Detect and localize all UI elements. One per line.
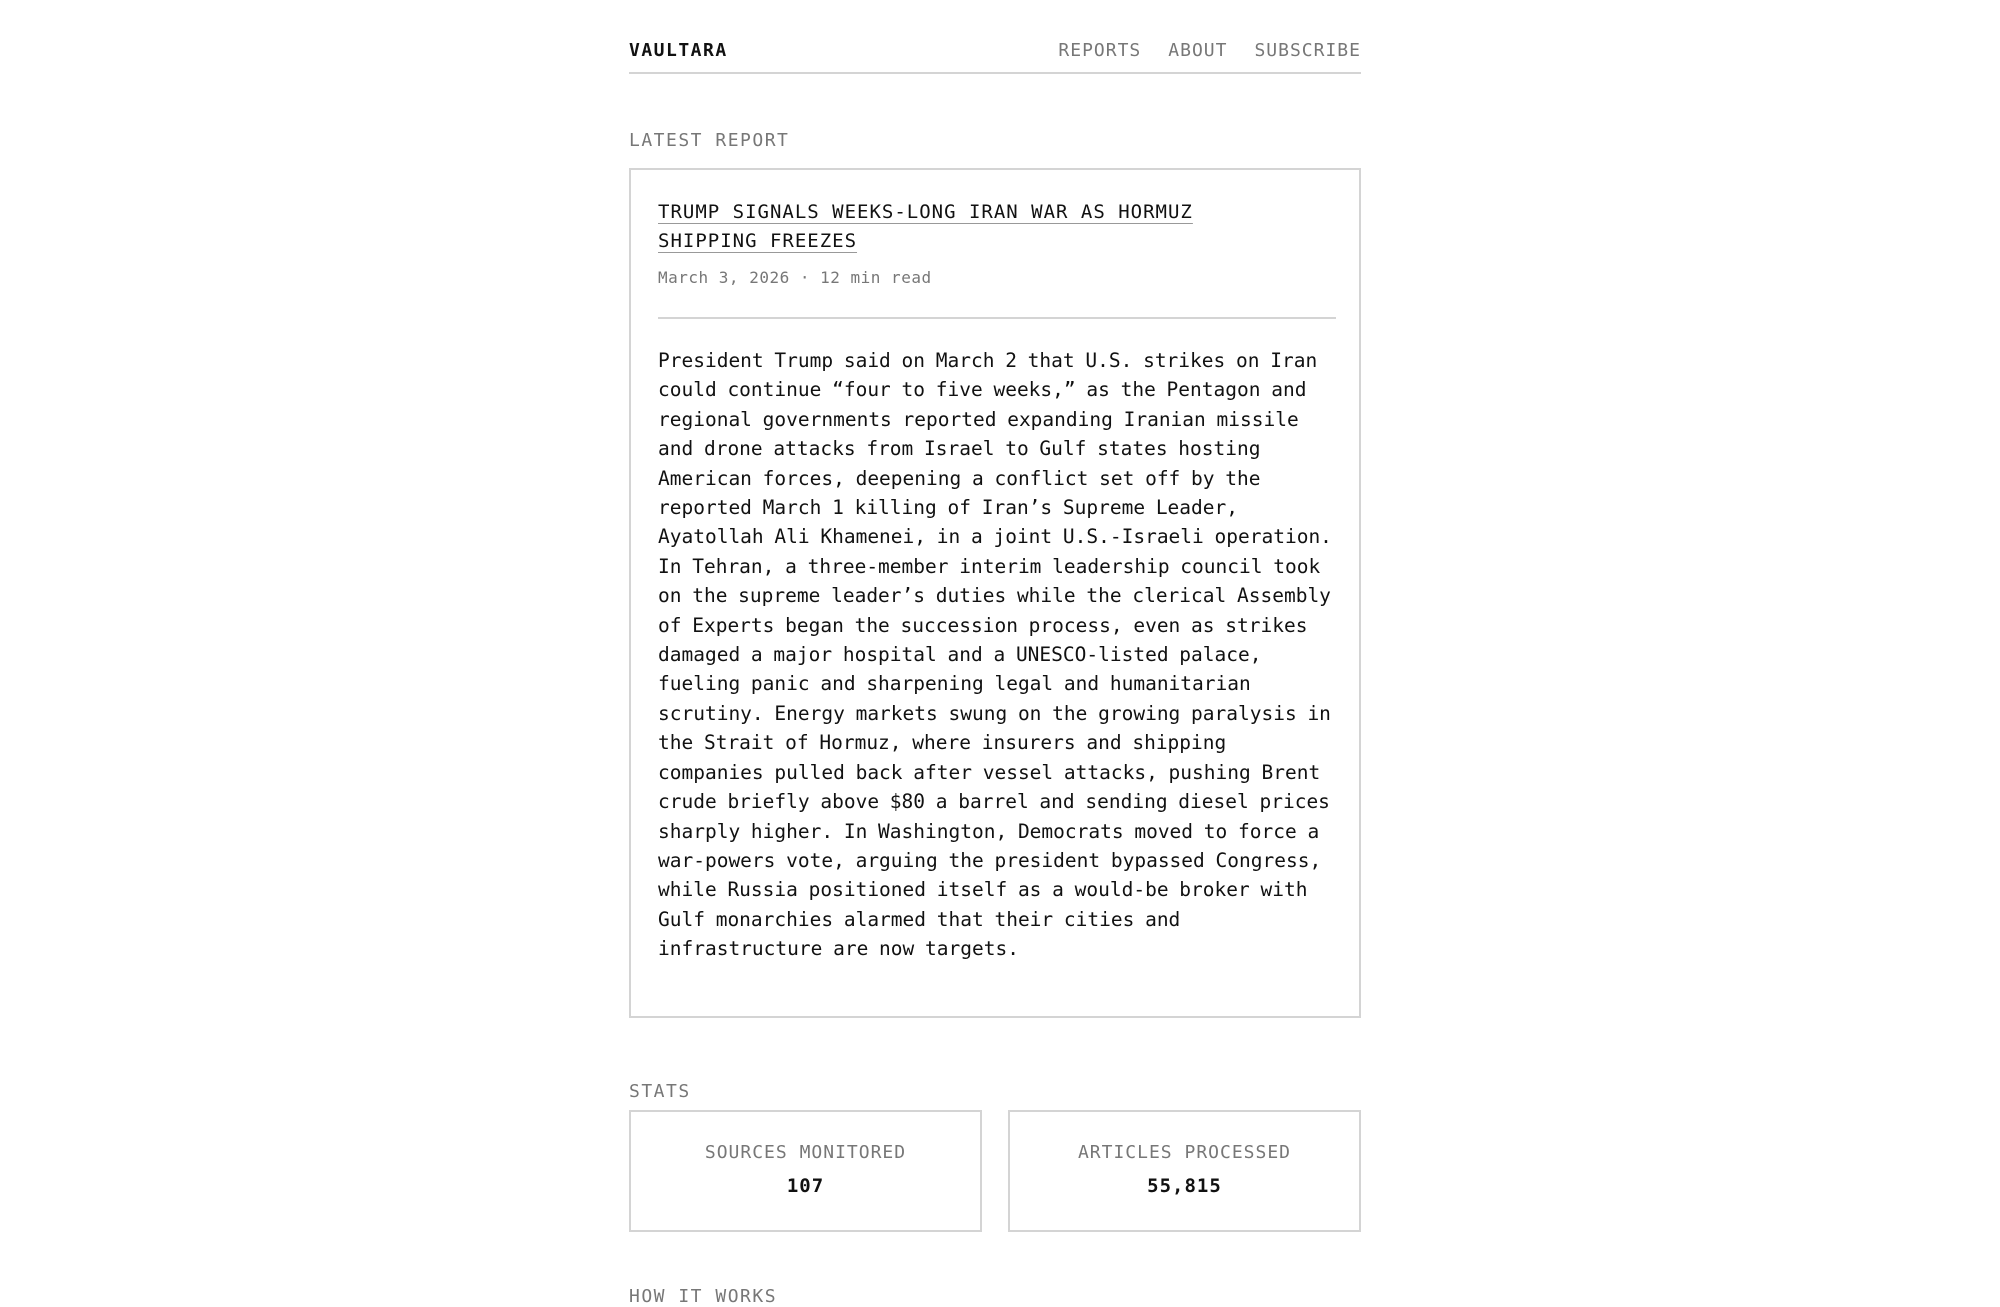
latest-report-label: LATEST REPORT — [629, 130, 790, 151]
report-body: President Trump said on March 2 that U.S. strikes on Iran could continue “four to five weeks,” as the Pentagon and regional governments reported expanding Iranian missile and drone attacks from Israel to Gulf states hosting American forces, deepening a conflict set off by the reported March 1 killing of Iran’s Supreme Leader, Ayatollah Ali Khamenei, in a joint U.S.-Israeli operation. In Tehran, a three-member interim leadership council took on the supreme leader’s duties while the clerical Assembly of Experts began the succession process, even as strikes damaged a major hospital and a UNESCO-listed palace, fueling panic and sharpening legal and humanitarian scrutiny. Energy markets swung on the growing paralysis in the Strait of Hormuz, where insurers and shipping companies pulled back after vessel attacks, pushing Brent crude briefly above $80 a barrel and sending diesel prices sharply higher. In Washington, Democrats moved to force a war-powers vote, arguing the president bypassed Congress, while Russia positioned itself as a would-be broker with Gulf monarchies alarmed that their cities and infrastructure are now targets. — [658, 349, 1332, 961]
report-content — [658, 198, 1336, 964]
main-nav — [1058, 40, 1361, 61]
report-title-wrap — [658, 198, 1298, 256]
report-meta: March 3, 2026 · 12 min read — [658, 268, 932, 287]
nav-about-link[interactable]: ABOUT — [1168, 40, 1228, 61]
stat-card-articles — [1008, 1110, 1361, 1232]
stat-value: 107 — [786, 1175, 825, 1197]
how-it-works-label: HOW IT WORKS — [629, 1286, 778, 1307]
stat-label: SOURCES MONITORED — [704, 1142, 907, 1163]
nav-subscribe-link[interactable]: SUBSCRIBE — [1254, 40, 1361, 61]
stat-card-sources — [629, 1110, 982, 1232]
stats-label: STATS — [629, 1081, 691, 1102]
nav-reports-link[interactable]: REPORTS — [1058, 40, 1142, 61]
stat-label: ARTICLES PROCESSED — [1077, 1142, 1292, 1163]
report-title-link[interactable]: TRUMP SIGNALS WEEKS-LONG IRAN WAR AS HORMUZ SHIPPING FREEZES — [658, 201, 1193, 252]
report-divider — [658, 317, 1336, 319]
site-header — [629, 36, 1361, 74]
brand-logo[interactable]: VAULTARA — [629, 40, 728, 61]
report-card — [629, 168, 1361, 1018]
stat-value: 55,815 — [1147, 1175, 1222, 1197]
